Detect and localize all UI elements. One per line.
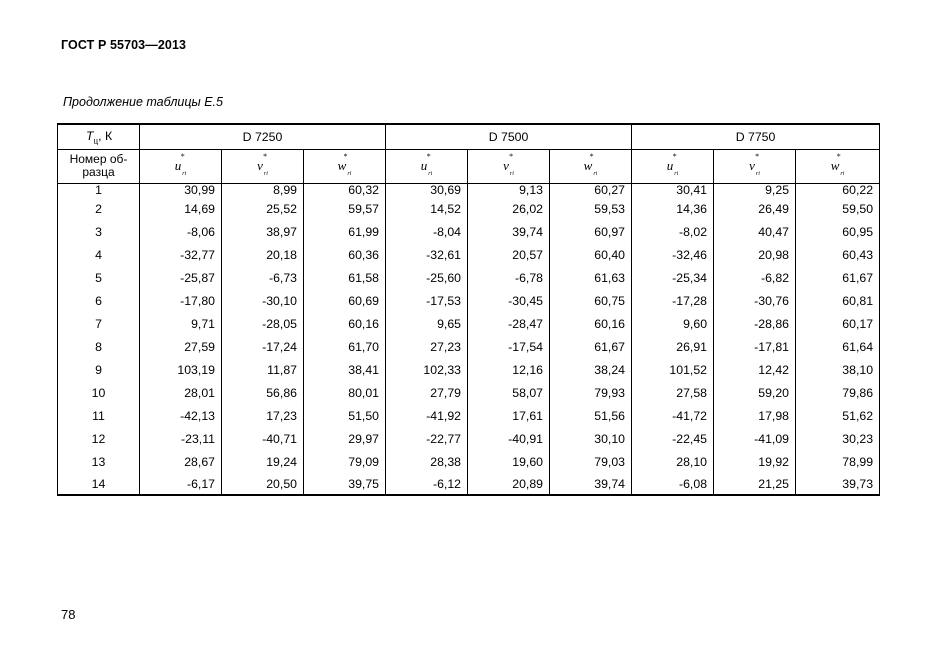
value-cell: 61,58 [304,266,386,289]
value-cell: 29,97 [304,427,386,450]
value-cell: 60,17 [796,312,880,335]
value-cell: -32,77 [140,243,222,266]
value-cell: -25,34 [632,266,714,289]
group-header: D 7500 [386,124,632,149]
value-cell: 59,57 [304,197,386,220]
value-cell: 14,52 [386,197,468,220]
sample-number-cell: 13 [58,450,140,473]
sample-number-cell: 2 [58,197,140,220]
value-cell: -8,02 [632,220,714,243]
value-cell: 60,16 [550,312,632,335]
value-cell: -6,08 [632,473,714,495]
coordinate-header: u * $_{ri}$ [386,149,468,183]
value-cell: 61,67 [796,266,880,289]
page-number: 78 [61,607,76,622]
sample-number-cell: 5 [58,266,140,289]
table-row [58,183,880,197]
value-cell: 20,98 [714,243,796,266]
coordinate-header: w * $_{ri}$ [550,149,632,183]
value-cell: 11,87 [222,358,304,381]
value-cell: -42,13 [140,404,222,427]
value-cell: 51,56 [550,404,632,427]
value-cell: 60,97 [550,220,632,243]
value-cell: -25,87 [140,266,222,289]
table-row [58,243,880,266]
value-cell: -8,04 [386,220,468,243]
value-cell: 79,03 [550,450,632,473]
value-cell: 79,93 [550,381,632,404]
sample-number-cell: 6 [58,289,140,312]
value-cell: 25,52 [222,197,304,220]
value-cell: 8,99 [222,183,304,197]
value-cell: -17,81 [714,335,796,358]
sample-number-cell: 9 [58,358,140,381]
value-cell: 60,22 [796,183,880,197]
value-cell: 59,53 [550,197,632,220]
value-cell: -30,45 [468,289,550,312]
sample-number-cell: 3 [58,220,140,243]
value-cell: 79,86 [796,381,880,404]
value-cell: 61,63 [550,266,632,289]
value-cell: 61,64 [796,335,880,358]
value-cell: 17,98 [714,404,796,427]
value-cell: 38,10 [796,358,880,381]
value-cell: -6,82 [714,266,796,289]
value-cell: 28,10 [632,450,714,473]
table-row [58,381,880,404]
value-cell: 59,50 [796,197,880,220]
value-cell: 30,41 [632,183,714,197]
value-cell: 17,61 [468,404,550,427]
value-cell: 39,75 [304,473,386,495]
value-cell: -40,91 [468,427,550,450]
coordinate-header: v * $_{ri}$ [468,149,550,183]
value-cell: 60,16 [304,312,386,335]
value-cell: -28,47 [468,312,550,335]
table-row [58,358,880,381]
value-cell: 60,27 [550,183,632,197]
value-cell: -25,60 [386,266,468,289]
value-cell: 19,24 [222,450,304,473]
sample-number-cell: 7 [58,312,140,335]
table-row [58,289,880,312]
sample-number-cell: 10 [58,381,140,404]
value-cell: 27,79 [386,381,468,404]
value-cell: 28,38 [386,450,468,473]
value-cell: -23,11 [140,427,222,450]
value-cell: 30,23 [796,427,880,450]
table-row [58,335,880,358]
coordinate-header: w * $_{ri}$ [304,149,386,183]
value-cell: 51,50 [304,404,386,427]
value-cell: 21,25 [714,473,796,495]
value-cell: 20,57 [468,243,550,266]
value-cell: -17,24 [222,335,304,358]
value-cell: 60,95 [796,220,880,243]
value-cell: 9,60 [632,312,714,335]
table-row [58,473,880,495]
value-cell: -6,73 [222,266,304,289]
coordinate-header: u * $_{ri}$ [632,149,714,183]
value-cell: 27,59 [140,335,222,358]
value-cell: 9,71 [140,312,222,335]
group-header: D 7250 [140,124,386,149]
table-body [58,183,880,495]
value-cell: 60,40 [550,243,632,266]
value-cell: 38,41 [304,358,386,381]
value-cell: 51,62 [796,404,880,427]
value-cell: -28,05 [222,312,304,335]
coordinate-header: v * $_{ri}$ [222,149,304,183]
value-cell: -17,53 [386,289,468,312]
value-cell: 79,09 [304,450,386,473]
value-cell: 80,01 [304,381,386,404]
table-row [58,312,880,335]
value-cell: 60,81 [796,289,880,312]
value-cell: -17,54 [468,335,550,358]
value-cell: 12,16 [468,358,550,381]
coordinate-header: u * $_{ri}$ [140,149,222,183]
value-cell: 28,67 [140,450,222,473]
table-row [58,450,880,473]
sample-number-header: Номер об- разца [58,149,140,183]
value-cell: 60,36 [304,243,386,266]
value-cell: 78,99 [796,450,880,473]
table-row [58,220,880,243]
value-cell: 60,43 [796,243,880,266]
value-cell: 20,89 [468,473,550,495]
table-row [58,197,880,220]
coordinate-header: v * $_{ri}$ [714,149,796,183]
data-table [57,123,880,496]
value-cell: -28,86 [714,312,796,335]
value-cell: 60,32 [304,183,386,197]
document-code: ГОСТ Р 55703—2013 [61,38,187,52]
table-row [58,404,880,427]
table-caption: Продолжение таблицы Е.5 [63,95,223,109]
value-cell: 61,67 [550,335,632,358]
value-cell: -22,45 [632,427,714,450]
value-cell: 101,52 [632,358,714,381]
value-cell: -41,92 [386,404,468,427]
value-cell: 58,07 [468,381,550,404]
value-cell: 39,74 [468,220,550,243]
value-cell: 61,99 [304,220,386,243]
value-cell: 28,01 [140,381,222,404]
value-cell: -6,78 [468,266,550,289]
column-header-row [58,149,880,183]
value-cell: -30,10 [222,289,304,312]
value-cell: 12,42 [714,358,796,381]
value-cell: 9,65 [386,312,468,335]
value-cell: 60,69 [304,289,386,312]
value-cell: -17,28 [632,289,714,312]
value-cell: 39,73 [796,473,880,495]
value-cell: -6,17 [140,473,222,495]
value-cell: 59,20 [714,381,796,404]
value-cell: -40,71 [222,427,304,450]
value-cell: 27,23 [386,335,468,358]
value-cell: -30,76 [714,289,796,312]
value-cell: 38,97 [222,220,304,243]
group-header: D 7750 [632,124,880,149]
value-cell: 14,69 [140,197,222,220]
value-cell: 20,18 [222,243,304,266]
value-cell: 102,33 [386,358,468,381]
value-cell: -41,09 [714,427,796,450]
value-cell: 9,25 [714,183,796,197]
table-row [58,427,880,450]
table-row [58,266,880,289]
value-cell: 30,69 [386,183,468,197]
sample-number-cell: 14 [58,473,140,495]
value-cell: 26,02 [468,197,550,220]
value-cell: 103,19 [140,358,222,381]
value-cell: -32,61 [386,243,468,266]
value-cell: 38,24 [550,358,632,381]
sample-number-cell: 11 [58,404,140,427]
value-cell: 30,99 [140,183,222,197]
value-cell: 30,10 [550,427,632,450]
value-cell: 26,49 [714,197,796,220]
sample-number-cell: 1 [58,183,140,197]
value-cell: 14,36 [632,197,714,220]
temperature-header: $T_ц$, К [58,124,140,149]
group-header-row [58,124,880,149]
value-cell: 20,50 [222,473,304,495]
value-cell: 60,75 [550,289,632,312]
coordinate-header: w * $_{ri}$ [796,149,880,183]
value-cell: 39,74 [550,473,632,495]
value-cell: -17,80 [140,289,222,312]
value-cell: -6,12 [386,473,468,495]
sample-number-cell: 8 [58,335,140,358]
value-cell: 9,13 [468,183,550,197]
value-cell: 19,60 [468,450,550,473]
value-cell: 26,91 [632,335,714,358]
value-cell: 40,47 [714,220,796,243]
sample-number-cell: 12 [58,427,140,450]
sample-number-cell: 4 [58,243,140,266]
value-cell: 19,92 [714,450,796,473]
value-cell: -41,72 [632,404,714,427]
value-cell: 56,86 [222,381,304,404]
value-cell: -22,77 [386,427,468,450]
value-cell: 61,70 [304,335,386,358]
value-cell: 27,58 [632,381,714,404]
value-cell: -32,46 [632,243,714,266]
value-cell: 17,23 [222,404,304,427]
value-cell: -8,06 [140,220,222,243]
